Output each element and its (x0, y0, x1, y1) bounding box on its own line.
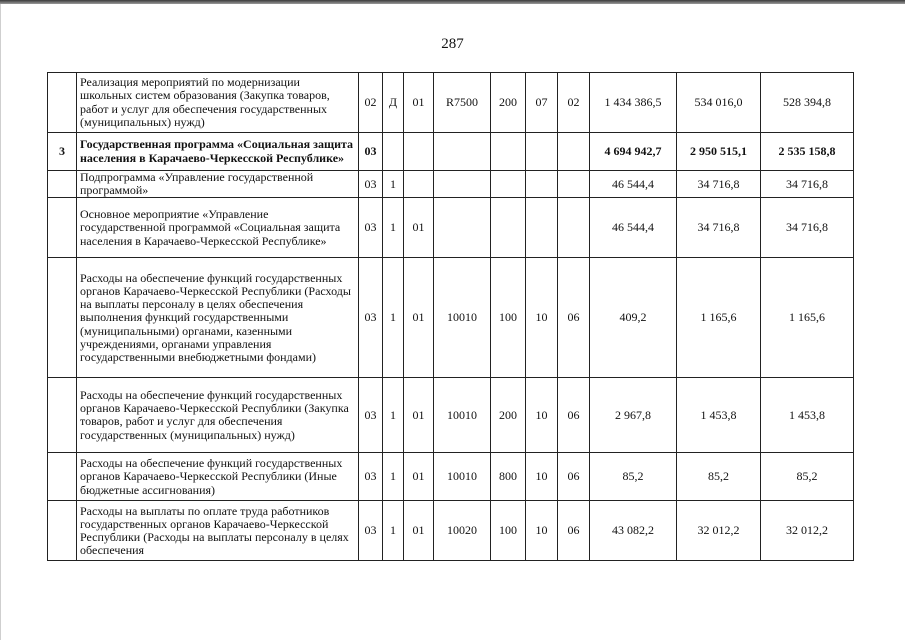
page-number: 287 (441, 36, 464, 52)
subprogram-code: 1 (383, 453, 404, 501)
amount-year-2: 534 016,0 (677, 73, 761, 133)
program-code: 03 (359, 453, 383, 501)
amount-year-3: 34 716,8 (761, 198, 854, 258)
amount-year-2: 34 716,8 (677, 171, 761, 198)
table-row (48, 133, 854, 171)
row-name: Государственная программа «Социальная защита населения в Карачаево-Черкесской Республике» (77, 133, 359, 171)
row-index (48, 171, 77, 198)
event-code (404, 171, 434, 198)
event-code: 01 (404, 198, 434, 258)
subprogram-code: 1 (383, 258, 404, 378)
row-index: 3 (48, 133, 77, 171)
table-body (48, 73, 854, 561)
program-code: 03 (359, 378, 383, 453)
scan-edge-top (0, 0, 905, 4)
subsection-code (558, 133, 590, 171)
subsection-code: 06 (558, 378, 590, 453)
direction-code (434, 171, 491, 198)
subprogram-code: 1 (383, 171, 404, 198)
row-name: Основное мероприятие «Управление государственной программой «Социальная защита населения в Карачаево-Черкесской Республике» (77, 198, 359, 258)
direction-code: R7500 (434, 73, 491, 133)
section-code: 10 (526, 378, 558, 453)
table-row (48, 501, 854, 561)
amount-year-2: 34 716,8 (677, 198, 761, 258)
table-row (48, 258, 854, 378)
amount-year-3: 2 535 158,8 (761, 133, 854, 171)
table-row (48, 198, 854, 258)
expense-type-code: 100 (491, 258, 526, 378)
row-index (48, 73, 77, 133)
row-name: Расходы на выплаты по оплате труда работников государственных органов Карачаево-Черкесской Республики (Расходы на выплаты персоналу в целях обеспечения (77, 501, 359, 561)
amount-year-2: 85,2 (677, 453, 761, 501)
subsection-code: 06 (558, 258, 590, 378)
direction-code (434, 198, 491, 258)
row-name: Расходы на обеспечение функций государственных органов Карачаево-Черкесской Республики (Иные бюджетные ассигнования) (77, 453, 359, 501)
subsection-code (558, 171, 590, 198)
row-name: Реализация мероприятий по модернизации школьных систем образования (Закупка товаров, работ и услуг для обеспечения государственных (муниципальных) нужд) (77, 73, 359, 133)
row-index (48, 501, 77, 561)
program-code: 03 (359, 258, 383, 378)
event-code: 01 (404, 453, 434, 501)
table-row (48, 378, 854, 453)
expense-type-code: 800 (491, 453, 526, 501)
amount-year-3: 1 165,6 (761, 258, 854, 378)
section-code (526, 171, 558, 198)
direction-code: 10010 (434, 453, 491, 501)
section-code (526, 133, 558, 171)
subprogram-code (383, 133, 404, 171)
program-code: 03 (359, 171, 383, 198)
amount-year-1: 1 434 386,5 (590, 73, 677, 133)
amount-year-2: 1 453,8 (677, 378, 761, 453)
table-row (48, 73, 854, 133)
expense-type-code (491, 171, 526, 198)
program-code: 03 (359, 198, 383, 258)
amount-year-3: 34 716,8 (761, 171, 854, 198)
direction-code (434, 133, 491, 171)
subsection-code: 06 (558, 501, 590, 561)
event-code (404, 133, 434, 171)
table-row (48, 171, 854, 198)
subsection-code: 06 (558, 453, 590, 501)
amount-year-2: 32 012,2 (677, 501, 761, 561)
expense-type-code: 200 (491, 73, 526, 133)
scan-edge-left (0, 4, 1, 640)
section-code: 10 (526, 258, 558, 378)
event-code: 01 (404, 378, 434, 453)
section-code (526, 198, 558, 258)
program-code: 03 (359, 501, 383, 561)
subprogram-code: 1 (383, 378, 404, 453)
event-code: 01 (404, 501, 434, 561)
section-code: 10 (526, 453, 558, 501)
amount-year-3: 1 453,8 (761, 378, 854, 453)
program-code: 03 (359, 133, 383, 171)
section-code: 07 (526, 73, 558, 133)
row-name: Подпрограмма «Управление государственной программой» (77, 171, 359, 198)
program-code: 02 (359, 73, 383, 133)
subsection-code (558, 198, 590, 258)
expense-type-code (491, 198, 526, 258)
amount-year-1: 2 967,8 (590, 378, 677, 453)
subsection-code: 02 (558, 73, 590, 133)
amount-year-1: 43 082,2 (590, 501, 677, 561)
direction-code: 10020 (434, 501, 491, 561)
row-index (48, 453, 77, 501)
amount-year-2: 1 165,6 (677, 258, 761, 378)
event-code: 01 (404, 73, 434, 133)
row-index (48, 258, 77, 378)
direction-code: 10010 (434, 378, 491, 453)
amount-year-1: 4 694 942,7 (590, 133, 677, 171)
section-code: 10 (526, 501, 558, 561)
budget-table (47, 72, 854, 561)
subprogram-code: 1 (383, 198, 404, 258)
table-row (48, 453, 854, 501)
event-code: 01 (404, 258, 434, 378)
amount-year-1: 85,2 (590, 453, 677, 501)
subprogram-code: Д (383, 73, 404, 133)
expense-type-code: 200 (491, 378, 526, 453)
amount-year-3: 32 012,2 (761, 501, 854, 561)
amount-year-2: 2 950 515,1 (677, 133, 761, 171)
amount-year-1: 46 544,4 (590, 171, 677, 198)
expense-type-code: 100 (491, 501, 526, 561)
subprogram-code: 1 (383, 501, 404, 561)
expense-type-code (491, 133, 526, 171)
row-index (48, 378, 77, 453)
row-name: Расходы на обеспечение функций государственных органов Карачаево-Черкесской Республики (Расходы на выплаты персоналу в целях обеспечения выполнения функций государственными (муниципальными) органами, казенными учреждениями, органами управления государственными внебюджетными фондами) (77, 258, 359, 378)
row-name: Расходы на обеспечение функций государственных органов Карачаево-Черкесской Республики (Закупка товаров, работ и услуг для обеспечения государственных (муниципальных) нужд) (77, 378, 359, 453)
amount-year-1: 46 544,4 (590, 198, 677, 258)
row-index (48, 198, 77, 258)
amount-year-3: 528 394,8 (761, 73, 854, 133)
direction-code: 10010 (434, 258, 491, 378)
amount-year-1: 409,2 (590, 258, 677, 378)
amount-year-3: 85,2 (761, 453, 854, 501)
